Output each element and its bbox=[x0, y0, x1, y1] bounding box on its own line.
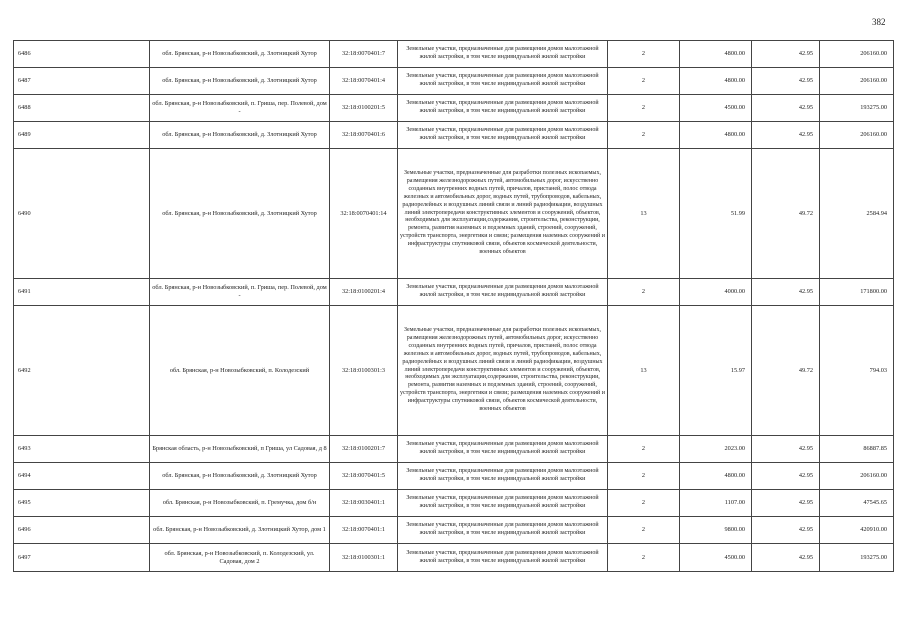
table-row bbox=[14, 122, 894, 149]
row-number: 6488 bbox=[14, 95, 150, 122]
row-number: 6486 bbox=[14, 41, 150, 68]
specific-value-cell: 42.95 bbox=[752, 436, 820, 463]
address-cell: Брянская область, р-н Новозыбковский, п Гриша, ул Садовая, д 8 bbox=[150, 436, 330, 463]
cadastral-number-cell: 32:18:0100201:5 bbox=[330, 95, 398, 122]
cadastral-value-cell: 193275.00 bbox=[820, 544, 894, 572]
specific-value-cell: 49.72 bbox=[752, 149, 820, 279]
area-cell: 4000.00 bbox=[680, 279, 752, 306]
row-number: 6489 bbox=[14, 122, 150, 149]
land-use-cell: Земельные участки, предназначенные для размещения домов малоэтажной жилой застройки, в том числе индивидуальной жилой застройки bbox=[398, 517, 608, 544]
specific-value-cell: 42.95 bbox=[752, 517, 820, 544]
area-cell: 4800.00 bbox=[680, 122, 752, 149]
row-number: 6493 bbox=[14, 436, 150, 463]
row-number: 6487 bbox=[14, 68, 150, 95]
cadastral-number-cell: 32:18:0100201:4 bbox=[330, 279, 398, 306]
row-number: 6491 bbox=[14, 279, 150, 306]
address-cell: обл. Брянская, р-н Новозыбковский, п. Колодезский, ул. Садовая, дом 2 bbox=[150, 544, 330, 572]
specific-value-cell: 42.95 bbox=[752, 279, 820, 306]
cadastral-value-cell: 420910.00 bbox=[820, 517, 894, 544]
table-row bbox=[14, 463, 894, 490]
area-cell: 51.99 bbox=[680, 149, 752, 279]
specific-value-cell: 49.72 bbox=[752, 306, 820, 436]
land-use-cell: Земельные участки, предназначенные для размещения домов малоэтажной жилой застройки, в том числе индивидуальной жилой застройки bbox=[398, 41, 608, 68]
table-row bbox=[14, 95, 894, 122]
row-number: 6492 bbox=[14, 306, 150, 436]
group-cell: 2 bbox=[608, 279, 680, 306]
specific-value-cell: 42.95 bbox=[752, 463, 820, 490]
table-row bbox=[14, 41, 894, 68]
area-cell: 4500.00 bbox=[680, 95, 752, 122]
group-cell: 2 bbox=[608, 41, 680, 68]
cadastral-number-cell: 32:18:0030401:1 bbox=[330, 490, 398, 517]
cadastral-value-cell: 86887.85 bbox=[820, 436, 894, 463]
cadastral-number-cell: 32:18:0070401:6 bbox=[330, 122, 398, 149]
land-use-cell: Земельные участки, предназначенные для размещения домов малоэтажной жилой застройки, в том числе индивидуальной жилой застройки bbox=[398, 279, 608, 306]
group-cell: 2 bbox=[608, 95, 680, 122]
land-use-cell: Земельные участки, предназначенные для размещения домов малоэтажной жилой застройки, в том числе индивидуальной жилой застройки bbox=[398, 544, 608, 572]
address-cell: обл. Брянская, р-н Новозыбковский, п. Гремучка, дом б/н bbox=[150, 490, 330, 517]
land-use-cell: Земельные участки, предназначенные для разработки полезных ископаемых, размещения железнодорожных путей, автомобильных дорог, искусственно созданных внутренних водных путей, причалов, пристаней, полос отвода железных и автомобильных дорог, водных путей, трубопроводов, кабельных, радиорелейных и воздушных линий связи и линий радиофикации, воздушных линий электропередачи конструктивных элементов и сооружений, объектов, необходимых для эксплуатации,содержания, строительства, реконструкции, ремонта, развития наземных и подземных зданий, строений, сооружений, устройств транспорта, энергетики и связи; размещения наземных сооружений и инфраструктуры спутниковой связи, объектов космической деятельности, военных объектов bbox=[398, 149, 608, 279]
row-number: 6497 bbox=[14, 544, 150, 572]
land-use-cell: Земельные участки, предназначенные для размещения домов малоэтажной жилой застройки, в том числе индивидуальной жилой застройки bbox=[398, 463, 608, 490]
cadastral-value-cell: 794.03 bbox=[820, 306, 894, 436]
area-cell: 4800.00 bbox=[680, 463, 752, 490]
cadastral-value-cell: 2584.94 bbox=[820, 149, 894, 279]
group-cell: 13 bbox=[608, 306, 680, 436]
group-cell: 2 bbox=[608, 490, 680, 517]
cadastral-value-cell: 171800.00 bbox=[820, 279, 894, 306]
cadastral-number-cell: 32:18:0070401:5 bbox=[330, 463, 398, 490]
table-row bbox=[14, 436, 894, 463]
cadastral-value-cell: 206160.00 bbox=[820, 68, 894, 95]
cadastral-number-cell: 32:18:0100201:7 bbox=[330, 436, 398, 463]
area-cell: 9800.00 bbox=[680, 517, 752, 544]
address-cell: обл. Брянская, р-н Новозыбковский, д. Злотницкий Хутор bbox=[150, 463, 330, 490]
cadastral-value-cell: 193275.00 bbox=[820, 95, 894, 122]
area-cell: 4800.00 bbox=[680, 41, 752, 68]
address-cell: обл. Брянская, р-н Новозыбковский, д. Злотницкий Хутор bbox=[150, 68, 330, 95]
land-use-cell: Земельные участки, предназначенные для разработки полезных ископаемых, размещения железнодорожных путей, автомобильных дорог, искусственно созданных внутренних водных путей, причалов, пристаней, полос отвода железных и автомобильных дорог, водных путей, трубопроводов, кабельных, радиорелейных и воздушных линий связи и линий радиофикации, воздушных линий электропередачи конструктивных элементов и сооружений, объектов, необходимых для эксплуатации,содержания, строительства, реконструкции, ремонта, развития наземных и подземных зданий, строений, сооружений, устройств транспорта, энергетики и связи; размещения наземных сооружений и инфраструктуры спутниковой связи, объектов космической деятельности, военных объектов bbox=[398, 306, 608, 436]
group-cell: 13 bbox=[608, 149, 680, 279]
table-row bbox=[14, 279, 894, 306]
land-valuation-table bbox=[13, 40, 894, 572]
cadastral-value-cell: 206160.00 bbox=[820, 463, 894, 490]
address-cell: обл. Брянская, р-н Новозыбковский, п. Гриша, пер. Полевой, дом - bbox=[150, 95, 330, 122]
row-number: 6490 bbox=[14, 149, 150, 279]
area-cell: 1107.00 bbox=[680, 490, 752, 517]
land-use-cell: Земельные участки, предназначенные для размещения домов малоэтажной жилой застройки, в том числе индивидуальной жилой застройки bbox=[398, 122, 608, 149]
area-cell: 4500.00 bbox=[680, 544, 752, 572]
cadastral-number-cell: 32:18:0070401:4 bbox=[330, 68, 398, 95]
group-cell: 2 bbox=[608, 436, 680, 463]
table-row bbox=[14, 544, 894, 572]
specific-value-cell: 42.95 bbox=[752, 95, 820, 122]
table-row bbox=[14, 306, 894, 436]
address-cell: обл. Брянская, р-н Новозыбковский, д. Злотницкий Хутор, дом 1 bbox=[150, 517, 330, 544]
cadastral-number-cell: 32:18:0070401:1 bbox=[330, 517, 398, 544]
specific-value-cell: 42.95 bbox=[752, 41, 820, 68]
address-cell: обл. Брянская, р-н Новозыбковский, п. Колодезский bbox=[150, 306, 330, 436]
address-cell: обл. Брянская, р-н Новозыбковский, д. Злотницкий Хутор bbox=[150, 122, 330, 149]
cadastral-value-cell: 206160.00 bbox=[820, 41, 894, 68]
land-use-cell: Земельные участки, предназначенные для размещения домов малоэтажной жилой застройки, в том числе индивидуальной жилой застройки bbox=[398, 436, 608, 463]
area-cell: 2023.00 bbox=[680, 436, 752, 463]
group-cell: 2 bbox=[608, 463, 680, 490]
address-cell: обл. Брянская, р-н Новозыбковский, д. Злотницкий Хутор bbox=[150, 149, 330, 279]
group-cell: 2 bbox=[608, 68, 680, 95]
cadastral-number-cell: 32:18:0100301:1 bbox=[330, 544, 398, 572]
land-use-cell: Земельные участки, предназначенные для размещения домов малоэтажной жилой застройки, в том числе индивидуальной жилой застройки bbox=[398, 68, 608, 95]
specific-value-cell: 42.95 bbox=[752, 122, 820, 149]
table-row bbox=[14, 490, 894, 517]
table-row bbox=[14, 517, 894, 544]
land-use-cell: Земельные участки, предназначенные для размещения домов малоэтажной жилой застройки, в том числе индивидуальной жилой застройки bbox=[398, 490, 608, 517]
cadastral-value-cell: 206160.00 bbox=[820, 122, 894, 149]
page-number: 382 bbox=[872, 17, 886, 27]
row-number: 6496 bbox=[14, 517, 150, 544]
row-number: 6495 bbox=[14, 490, 150, 517]
cadastral-value-cell: 47545.65 bbox=[820, 490, 894, 517]
group-cell: 2 bbox=[608, 517, 680, 544]
table-row bbox=[14, 68, 894, 95]
group-cell: 2 bbox=[608, 544, 680, 572]
cadastral-number-cell: 32:18:0100301:3 bbox=[330, 306, 398, 436]
specific-value-cell: 42.95 bbox=[752, 68, 820, 95]
table-body bbox=[14, 41, 894, 572]
address-cell: обл. Брянская, р-н Новозыбковский, д. Злотницкий Хутор bbox=[150, 41, 330, 68]
specific-value-cell: 42.95 bbox=[752, 490, 820, 517]
land-use-cell: Земельные участки, предназначенные для размещения домов малоэтажной жилой застройки, в том числе индивидуальной жилой застройки bbox=[398, 95, 608, 122]
group-cell: 2 bbox=[608, 122, 680, 149]
row-number: 6494 bbox=[14, 463, 150, 490]
cadastral-number-cell: 32:18:0070401:7 bbox=[330, 41, 398, 68]
cadastral-number-cell: 32:18:0070401:14 bbox=[330, 149, 398, 279]
specific-value-cell: 42.95 bbox=[752, 544, 820, 572]
area-cell: 4800.00 bbox=[680, 68, 752, 95]
table-row bbox=[14, 149, 894, 279]
area-cell: 15.97 bbox=[680, 306, 752, 436]
address-cell: обл. Брянская, р-н Новозыбковский, п. Гриша, пер. Полевой, дом - bbox=[150, 279, 330, 306]
